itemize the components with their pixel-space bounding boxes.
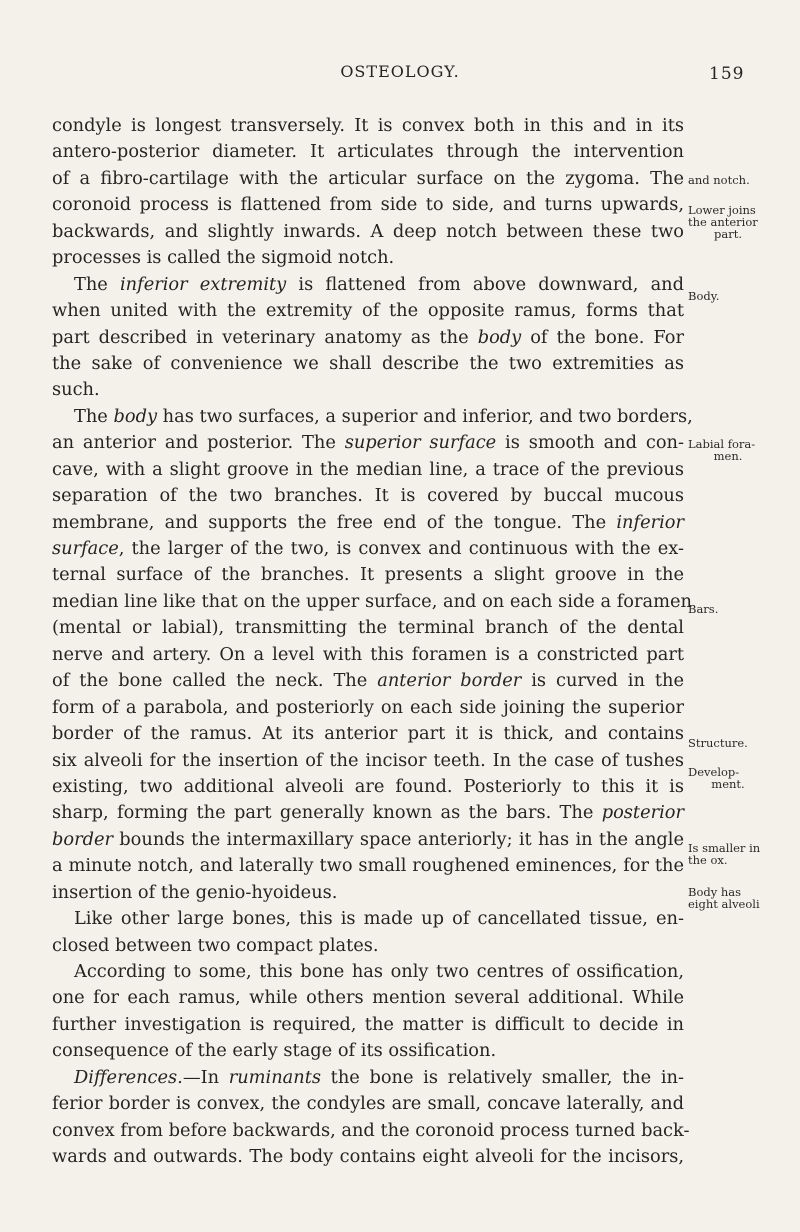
marginal-note [688, 842, 768, 866]
marginal-note-line: Labial fora- [688, 437, 756, 451]
text-line: such. [52, 379, 100, 401]
page-number: 159 [709, 64, 745, 84]
marginal-note-line: Body has [688, 885, 742, 899]
italic-term: posterior [601, 802, 684, 824]
running-head-title: OSTEOLOGY. [340, 62, 460, 81]
marginal-note [688, 886, 768, 910]
marginal-note-line: Lower joins [688, 203, 756, 217]
marginal-note-line: the anterior [688, 215, 758, 229]
text-run: part described in veterinary anatomy as the [52, 326, 478, 348]
text-line: border of the ramus. At its anterior part it is thick, and contains [52, 723, 684, 745]
main-text-column [52, 113, 693, 1171]
text-run: —In [182, 1066, 229, 1088]
marginal-note [688, 737, 768, 749]
marginal-note-line: and notch. [688, 173, 750, 187]
marginal-note-line: part. [714, 227, 742, 241]
text-line: existing, two additional alveoli are found. Posteriorly to this it is [52, 775, 684, 797]
text-line: antero-posterior diameter. It articulates through the intervention [52, 141, 684, 163]
text-run: bounds the intermaxillary space anteriorly; it has in the angle [113, 828, 684, 850]
text-line: condyle is longest transversely. It is convex both in this and in its [52, 115, 684, 136]
marginal-note [688, 766, 768, 790]
text-line [52, 536, 684, 562]
text-line: of a fibro-cartilage with the articular surface on the zygoma. The [52, 167, 684, 189]
italic-term: inferior extremity [119, 273, 287, 295]
running-head [0, 62, 800, 88]
marginal-note [688, 438, 768, 462]
text-run: the bone is relatively smaller, the in- [321, 1066, 684, 1088]
text-line: processes is called the sigmoid notch. [52, 247, 395, 269]
text-run: is smooth and con- [496, 432, 684, 454]
text-line [52, 325, 684, 351]
text-line: ternal surface of the branches. It presents a slight groove in the [52, 564, 684, 586]
text-line [52, 272, 684, 298]
text-run: is curved in the [521, 670, 684, 692]
text-run: of the bone. For [521, 326, 684, 348]
marginal-note [688, 290, 768, 302]
italic-term: surface [52, 538, 119, 559]
marginal-note [688, 174, 768, 186]
italic-term: superior surface [344, 432, 497, 454]
text-line: wards and outwards. The body contains eight alveoli for the incisors, [52, 1146, 684, 1168]
text-line: (mental or labial), transmitting the terminal branch of the dental [52, 617, 684, 639]
italic-term: ruminants [228, 1066, 322, 1088]
italic-term: inferior [616, 511, 684, 533]
text-line [52, 827, 684, 853]
marginal-note-line: Bars. [688, 602, 719, 616]
marginal-note [688, 603, 768, 615]
text-run: has two surfaces, a superior and inferior, and two borders, [157, 405, 693, 427]
text-run: an anterior and posterior. The [52, 432, 345, 454]
text-line: median line like that on the upper surface, and on each side a foramen [52, 590, 692, 612]
text-line: backwards, and slightly inwards. A deep notch between these two [52, 220, 684, 242]
marginal-note-line: Body. [688, 289, 720, 303]
marginal-note-line: Is smaller in [688, 841, 761, 855]
marginal-note-line: Structure. [688, 736, 748, 750]
italic-term: body [477, 326, 522, 348]
marginal-note [688, 204, 768, 240]
text-line: nerve and artery. On a level with this foramen is a constricted part [52, 643, 684, 665]
marginal-note-line: eight alveoli [688, 897, 760, 911]
text-run: The [74, 405, 114, 427]
text-line: six alveoli for the insertion of the incisor teeth. In the case of tushes [52, 749, 684, 771]
text-run: membrane, and supports the free end of the tongue. The [52, 511, 617, 533]
text-line [52, 800, 684, 826]
text-line: insertion of the genio-hyoideus. [52, 881, 338, 903]
text-line: a minute notch, and laterally two small roughened eminences, for the [52, 855, 684, 877]
text-line: one for each ramus, while others mention several additional. While [52, 987, 684, 1009]
italic-term: border [52, 828, 113, 850]
text-run: , the larger of the two, is convex and continuous with the ex- [118, 538, 684, 559]
text-line [52, 510, 684, 536]
marginal-note-line: men. [713, 449, 743, 463]
marginal-note-line: the ox. [688, 853, 728, 867]
marginal-note-line: ment. [711, 777, 745, 791]
text-line: the sake of convenience we shall describe the two extremities as [52, 352, 684, 374]
italic-term: anterior border [377, 670, 522, 692]
text-line [52, 1065, 684, 1091]
text-line: coronoid process is flattened from side to side, and turns upwards, [52, 194, 684, 216]
text-line: consequence of the early stage of its ossification. [52, 1040, 497, 1062]
text-line: closed between two compact plates. [52, 934, 379, 956]
text-line: further investigation is required, the matter is difficult to decide in [52, 1013, 684, 1035]
text-run: The [74, 273, 120, 295]
text-line: separation of the two branches. It is covered by buccal mucous [52, 485, 684, 507]
text-run: is flattened from above downward, and [286, 273, 684, 295]
text-line: cave, with a slight groove in the median line, a trace of the previous [52, 458, 684, 480]
italic-term: Differences. [74, 1066, 183, 1088]
italic-term: body [113, 405, 158, 427]
text-run: sharp, forming the part generally known as the bars. The [52, 802, 602, 824]
text-line: ferior border is convex, the condyles are small, concave laterally, and [52, 1093, 684, 1115]
text-run: of the bone called the neck. The [52, 670, 378, 692]
text-line [52, 430, 684, 456]
text-line [52, 404, 693, 430]
text-line: Like other large bones, this is made up of cancellated tissue, en- [74, 908, 684, 930]
marginal-note-line: Develop- [688, 765, 740, 779]
text-line: According to some, this bone has only two centres of ossification, [74, 961, 684, 982]
text-line: when united with the extremity of the opposite ramus, forms that [52, 300, 684, 322]
text-line: form of a parabola, and posteriorly on each side joining the superior [52, 696, 684, 718]
text-line [52, 668, 684, 694]
text-line: convex from before backwards, and the coronoid process turned back- [52, 1119, 690, 1141]
